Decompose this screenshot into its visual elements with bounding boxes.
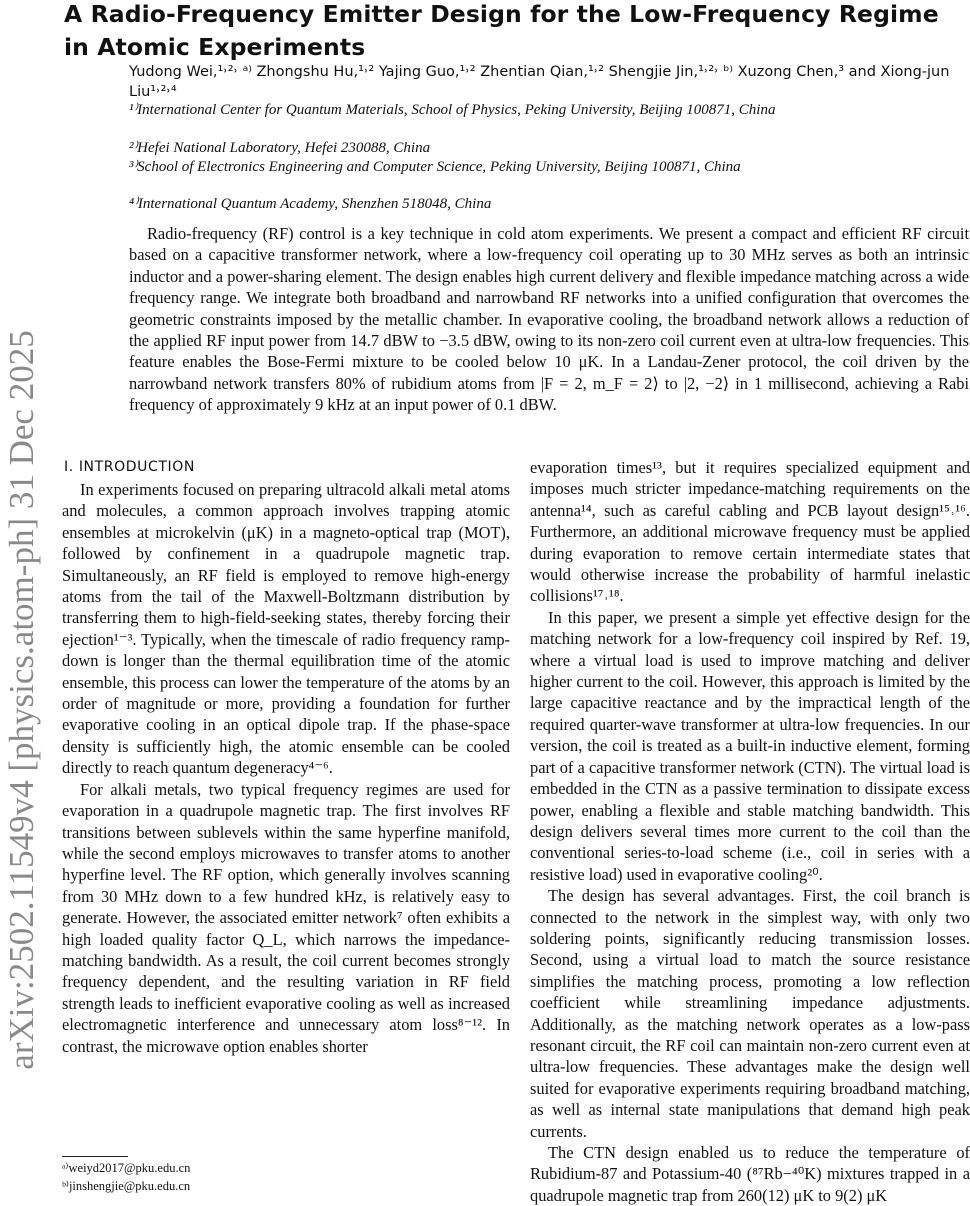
paragraph: For alkali metals, two typical frequency regimes are used for evaporation in a quadrupole magnetic trap. The first involves RF transitions between sublevels within the same hyperfine manifold, while the second employs microwaves to transfer atoms to another hyperfine level. The RF option, which generally involves scanning from 30 MHz down to a few hundred kHz, is relatively easy to generate. However, the associated emitter network⁷ often exhibits a high loaded quality factor Q_L, which narrows the impedance-matching bandwidth. As a result, the coil current becomes strongly frequency dependent, and the resulting variation in RF field strength leads to inefficient evaporative cooling as well as increased electromagnetic interference and unnecessary atom loss⁸⁻¹². In contrast, the microwave option enables shorter: [62, 779, 510, 1056]
left-column: [62, 479, 510, 1057]
affiliation-1: ¹⁾International Center for Quantum Materials, School of Physics, Peking University, Beijing 100871, China: [129, 102, 776, 118]
footnote-divider: [62, 1156, 128, 1157]
footnote-email-a: ᵃ⁾weiyd2017@pku.edu.cn: [62, 1161, 191, 1175]
affiliation-2: ²⁾Hefei National Laboratory, Hefei 230088, China: [129, 140, 431, 156]
author-list: Yudong Wei,¹˒²˒ ᵃ⁾ Zhongshu Hu,¹˒² Yajing Guo,¹˒² Zhentian Qian,¹˒² Shengjie Jin,¹˒²˒ ᵇ⁾ Xuzong Chen,³ and Xiong-jun Liu¹˒²˒⁴: [129, 64, 950, 100]
affiliation-3: ³⁾School of Electronics Engineering and Computer Science, Peking University, Beijing 100871, China: [129, 159, 741, 175]
paragraph: The design has several advantages. First, the coil branch is connected to the network in the simplest way, with only two soldering points, significantly reducing transmission losses. Second, using a virtual load to match the source resistance simplifies the matching process, promoting a low reflection coefficient while streamlining impedance adjustments. Additionally, as the matching network operates as a low-pass resonant circuit, the RF coil can maintain non-zero current even at ultra-low frequencies. These advantages make the design well suited for evaporative experiments requiring broadband matching, as well as internal state manipulations that demand high peak currents.: [530, 886, 970, 1141]
footnote-email-b: ᵇ⁾jinshengjie@pku.edu.cn: [62, 1179, 191, 1193]
paragraph: In experiments focused on preparing ultracold alkali metal atoms and molecules, a common approach involves trapping atomic ensembles at microkelvin (μK) in a magneto-optical trap (MOT), followed by confinement in a quadrupole magnetic trap. Simultaneously, an RF field is employed to remove high-energy atoms from the tail of the Maxwell-Boltzmann distribution by transferring them to high-field-seeking states, thereby forcing their ejection¹⁻³. Typically, when the timescale of radio frequency ramp-down is longer than the thermal equilibration time of the atomic ensemble, this process can lower the temperature of the atoms by an order of magnitude or more, providing a foundation for further evaporative cooling in an optical dipole trap. If the phase-space density is sufficiently high, the atomic ensemble can be cooled directly to reach quantum degeneracy⁴⁻⁶.: [62, 480, 510, 778]
abstract: Radio-frequency (RF) control is a key technique in cold atom experiments. We present a compact and efficient RF circuit based on a capacitive transformer network, where a low-frequency coil operating up to 30 MHz serves as both an intrinsic inductor and a power-sharing element. The design enables high current delivery and flexible impedance matching across a wide frequency range. We integrate both broadband and narrowband RF networks into a unified configuration that overcomes the geometric constraints imposed by the metallic chamber. In evaporative cooling, the broadband network allows a reduction of the applied RF input power from 14.7 dBW to −3.5 dBW, owing to its non-zero coil current even at ultra-low frequencies. This feature enables the Bose-Fermi mixture to be cooled below 10 μK. In a Landau-Zener protocol, the coil driven by the narrowband network transfers 80% of rubidium atoms from |F = 2, m_F = 2⟩ to |2, −2⟩ in 1 millisecond, achieving a Rabi frequency of approximately 9 kHz at an input power of 0.1 dBW.: [129, 224, 969, 415]
paragraph: evaporation times¹³, but it requires specialized equipment and imposes much stricter impedance-matching requirements on the antenna¹⁴, such as careful cabling and PCB layout design¹⁵˒¹⁶. Furthermore, an additional microwave frequency must be applied during evaporation to remove certain intermediate states that would otherwise increase the probability of harmful inelastic collisions¹⁷˒¹⁸.: [530, 458, 970, 606]
paragraph: The CTN design enabled us to reduce the temperature of Rubidium-87 and Potassium-40 (⁸⁷Rb−⁴⁰K) mixtures trapped in a quadrupole magnetic trap from 260(12) μK to 9(2) μK: [530, 1143, 970, 1205]
paragraph: In this paper, we present a simple yet effective design for the matching network for a low-frequency coil inspired by Ref. 19, where a virtual load is used to improve matching and deliver higher current to the coil. However, this approach is limited by the large capacitive reactance and by the impractical length of the required quarter-wave transformer at ultra-low frequencies. In our version, the coil is treated as a built-in inductive element, forming part of a capacitive transformer network (CTN). The virtual load is embedded in the CTN as a passive termination to dissipate excess power, enabling a flexible and stable matching bandwidth. This design delivers several times more current to the coil than the conventional series-to-load scheme (i.e., coil in series with a resistive load) used in evaporative cooling²⁰.: [530, 607, 970, 884]
paper-title: A Radio-Frequency Emitter Design for the Low-Frequency Regime in Atomic Experiments: [64, 0, 939, 61]
section-heading-introduction: I. INTRODUCTION: [64, 459, 195, 475]
arxiv-identifier-sidebar: arXiv:2502.11549v4 [physics.atom-ph] 31 Dec 2025: [2, 330, 41, 1070]
affiliation-4: ⁴⁾International Quantum Academy, Shenzhen 518048, China: [129, 196, 492, 212]
right-column: [530, 457, 970, 1206]
